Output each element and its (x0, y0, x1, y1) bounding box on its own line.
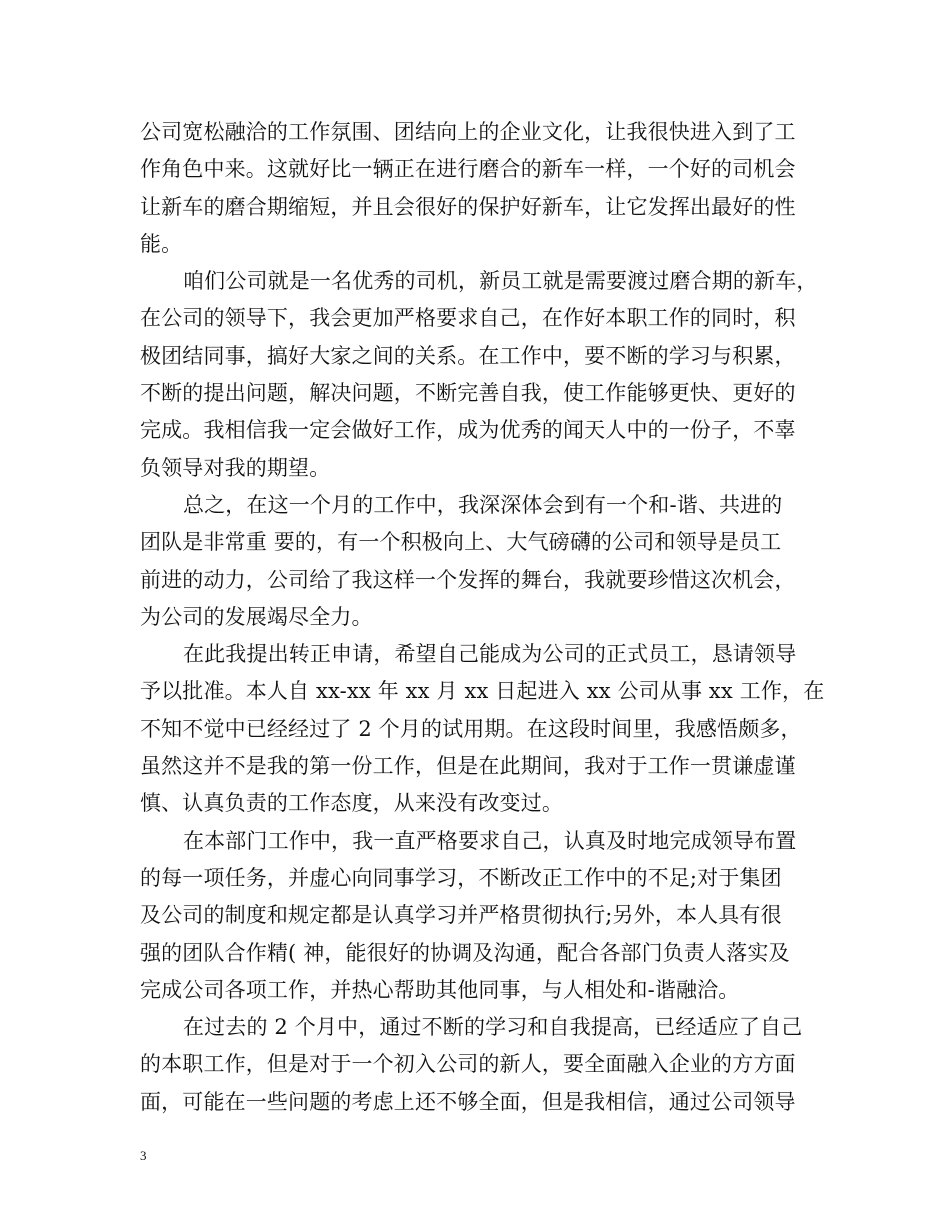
text-line: 的每一项任务，并虚心向同事学习，不断改正工作中的不足;对于集团 (140, 865, 782, 890)
text-line: 作角色中来。这就好比一辆正在进行磨合的新车一样，一个好的司机会 (140, 157, 796, 182)
text-line: 面，可能在一些问题的考虑上还不够全面，但是我相信，通过公司领导 (140, 1089, 796, 1114)
paragraph-3 (140, 487, 815, 636)
text-line: 在此我提出转正申请，希望自己能成为公司的正式员工，恳请领导 (183, 642, 797, 667)
text-line: 公司宽松融洽的工作氛围、团结向上的企业文化，让我很快进入到了工 (140, 120, 796, 144)
paragraph-1 (140, 114, 815, 263)
text-line: 不断的提出问题，解决问题，不断完善自我，使工作能够更快、更好的 (140, 381, 796, 406)
text-line: 总之，在这一个月的工作中，我深深体会到有一个和-谐、共进的 (183, 492, 783, 517)
text-line: 虽然这并不是我的第一份工作，但是在此期间，我对于工作一贯谦虚谨 (140, 754, 796, 779)
text-line: 在过去的 2 个月中，通过不断的学习和自我提高，已经适应了自己 (183, 1015, 803, 1040)
text-line: 让新车的磨合期缩短，并且会很好的保护好新车，让它发挥出最好的性 (140, 194, 796, 219)
page-number: 3 (140, 1148, 147, 1163)
text-line: 予以批准。本人自 xx-xx 年 xx 月 xx 日起进入 xx 公司从事 xx 工作，在 (140, 679, 825, 704)
text-line: 不知不觉中已经经过了 2 个月的试用期。在这段时间里，我感悟颇多， (140, 716, 802, 741)
text-line: 及公司的制度和规定都是认真学习并严格贯彻执行;另外，本人具有很 (140, 903, 782, 928)
text-line: 能。 (140, 231, 183, 256)
text-line: 在本部门工作中，我一直严格要求自己，认真及时地完成领导布置 (183, 828, 797, 853)
text-line: 咱们公司就是一名优秀的司机，新员工就是需要渡过磨合期的新车， (183, 269, 818, 294)
text-line: 极团结同事，搞好大家之间的关系。在工作中，要不断的学习与积累， (140, 343, 796, 368)
paragraph-4 (140, 636, 825, 822)
paragraph-6 (140, 1009, 815, 1121)
paragraph-2 (140, 263, 818, 487)
text-line: 为公司的发展竭尽全力。 (140, 604, 373, 629)
text-line: 慎、认真负责的工作态度，从来没有改变过。 (140, 791, 563, 816)
text-line: 完成公司各项工作，并热心帮助其他同事，与人相处和-谐融洽。 (140, 977, 740, 1002)
text-line: 前进的动力，公司给了我这样一个发挥的舞台，我就要珍惜这次机会， (140, 567, 796, 592)
text-line: 完成。我相信我一定会做好工作，成为优秀的闻天人中的一份子，不辜 (140, 418, 796, 443)
text-line: 的本职工作，但是对于一个初入公司的新人，要全面融入企业的方方面 (140, 1052, 796, 1077)
text-line: 强的团队合作精( 神，能很好的协调及沟通，配合各部门负责人落实及 (140, 940, 790, 965)
document-body (140, 114, 825, 1121)
text-line: 团队是非常重 要的，有一个积极向上、大气磅礴的公司和领导是员工 (140, 530, 782, 555)
text-line: 负领导对我的期望。 (140, 455, 331, 480)
text-line: 在公司的领导下，我会更加严格要求自己，在作好本职工作的同时，积 (140, 306, 796, 331)
paragraph-5 (140, 823, 815, 1009)
